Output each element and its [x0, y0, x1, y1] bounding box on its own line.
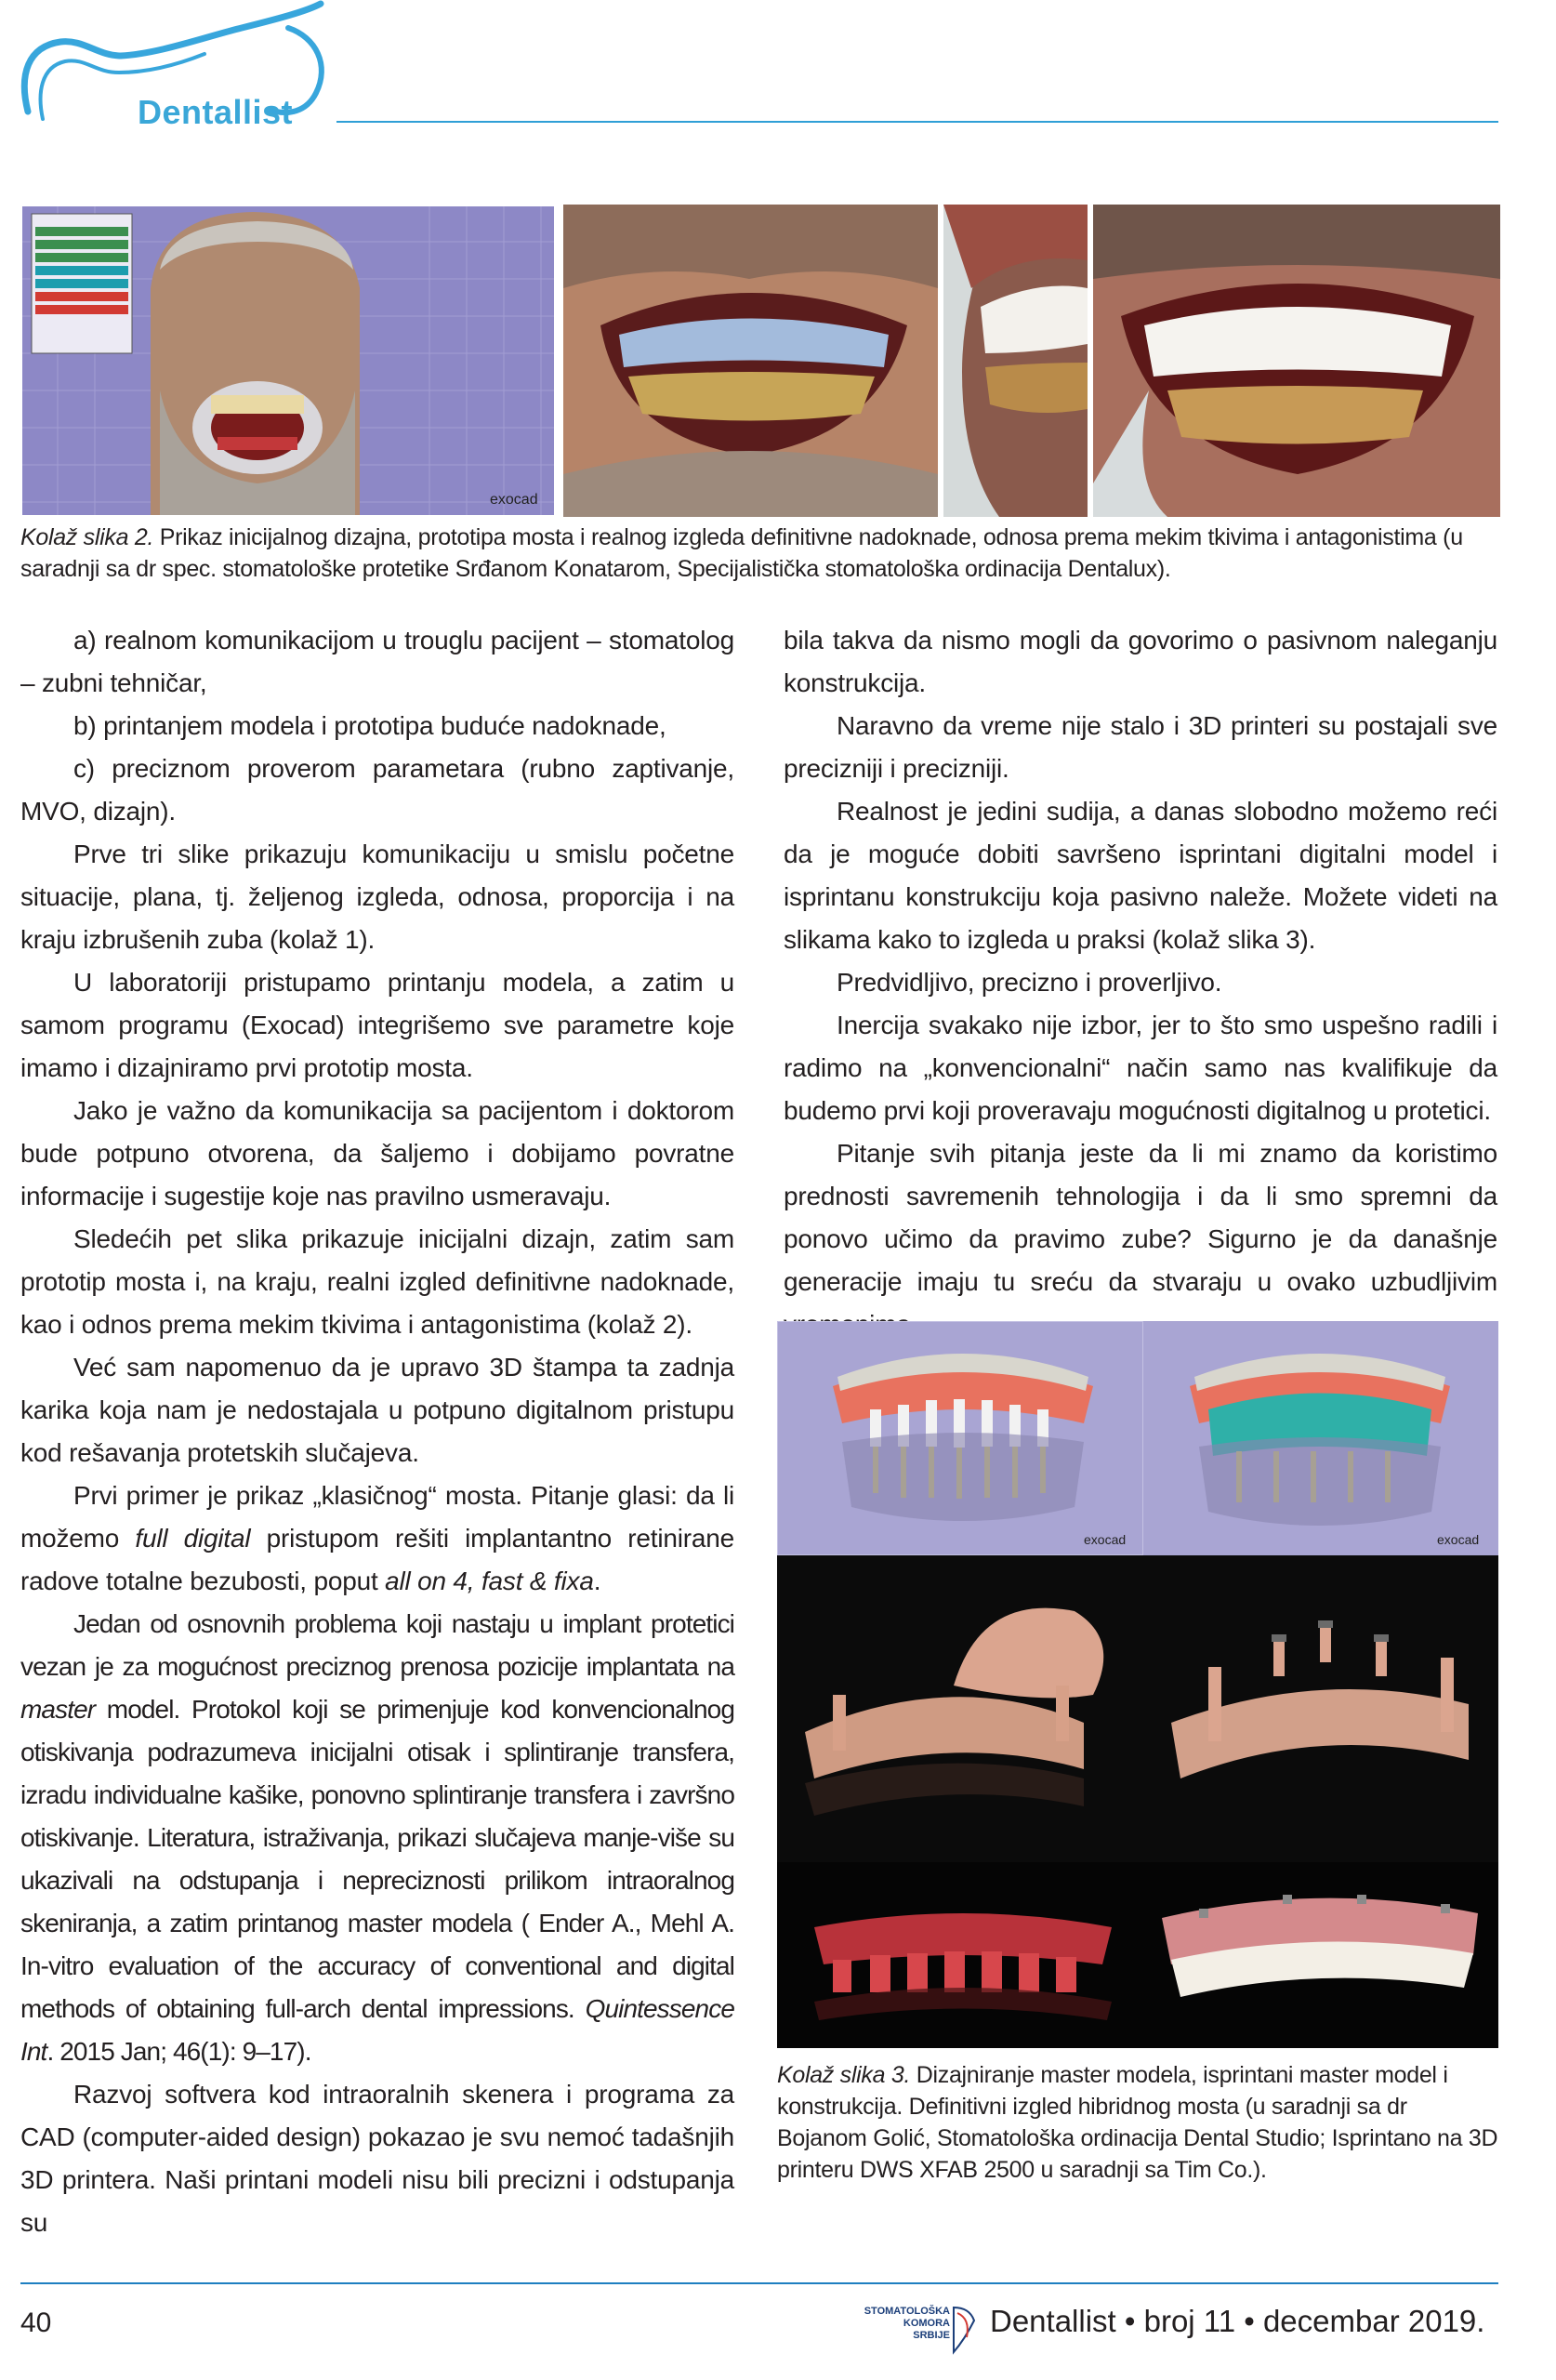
- exocad-watermark: exocad: [490, 492, 538, 508]
- header-divider: [336, 121, 1498, 123]
- page-number: 40: [20, 2307, 52, 2338]
- footer-issue-info: Dentallist • broj 11 • decembar 2019.: [990, 2304, 1485, 2338]
- paragraph: Razvoj softvera kod intraoralnih skenera i programa za CAD (computer-aided design) pokazao je svu nemoć tadašnjih 3D printera. Naši printani modeli nisu bili precizni i odstupanja su: [20, 2080, 734, 2237]
- collage2-caption-text: Prikaz inicijalnog dizajna, prototipa mosta i realnog izgleda definitivne nadoknade, odnosa prema mekim tkivima i antagonistima (u saradnji sa dr spec. stomatološke protetike Srđanom Konatarom, Specijalistička stomatološka ordinacija Dentalux).: [20, 524, 1463, 582]
- paragraph: Inercija svakako nije izbor, jer to što smo uspešno radili i radimo na „konvencionalni“ način samo nas kvalifikuje da budemo prvi koji proveravaju mogućnosti digitalnog u protetici.: [784, 1011, 1497, 1125]
- paragraph: Jedan od osnovnih problema koji nastaju u implant protetici vezan je za mogućnost preciznog prenosa pozicije implantata na master model. Protokol koji se primenjuje kod konvencionalnog otiskivanja podrazumeva inicijalni otisak i splintiranje transfera, izradu individualne kašike, ponovno splintiranje transfera i završno otiskivanje. Literatura, istraživanja, prikazi slučajeva manje-više su ukazivali na odstupanja i nepreciznosti prilikom intraoralnog skeniranja, a zatim printanog master modela ( Ender A., Mehl A. In-vitro evaluation of the accuracy of conventional and digital methods of obtaining full-arch dental impressions. Quintessence Int. 2015 Jan; 46(1): 9–17).: [20, 1609, 734, 2066]
- printed-construction-photo: [777, 1862, 1143, 2048]
- left-text-column: [20, 619, 734, 2244]
- paragraph: c) preciznom proverom parametara (rubno zaptivanje, MVO, dizajn).: [20, 754, 734, 826]
- paragraph: Sledećih pet slika prikazuje inicijalni dizajn, zatim sam prototip mosta i, na kraju, realni izgled definitivne nadoknade, kao i odnos prema mekim tkivima i antagonistima (kolaž 2).: [20, 1224, 734, 1339]
- definitive-restoration-photo: [1093, 205, 1500, 517]
- printed-master-model-photo: [777, 1555, 1143, 1862]
- paragraph: b) printanjem modela i prototipa buduće nadoknade,: [73, 711, 666, 740]
- paragraph: Već sam napomenuo da je upravo 3D štampa ta zadnja karika koja nam je nedostajala u potpuno digitalnom pristupu kod rešavanja protetskih slučajeva.: [20, 1353, 734, 1467]
- definitive-hybrid-bridge-photo: [1143, 1862, 1498, 2048]
- exocad-watermark: exocad: [1437, 1532, 1480, 1547]
- collage3-caption-text: Dizajniranje master modela, isprintani master model i konstrukcija. Definitivni izgled hibridnog mosta (u saradnji sa dr Bojanom Golić, Stomatološka ordinacija Dental Studio; Isprintano na 3D printeru DWS XFAB 2500 u saradnji sa Tim Co.).: [777, 2062, 1498, 2183]
- collage3-caption: [777, 2059, 1500, 2186]
- footer-divider: [20, 2282, 1498, 2284]
- exocad-design-face-photo: [20, 205, 556, 517]
- paragraph: Pitanje svih pitanja jeste da li mi znamo da koristimo prednosti savremenih tehnologija i da li smo spremni da ponovo učimo da pravimo zube? Sigurno je da današnje generacije imaju tu sreću da stvaraju u ovako uzbudljivim: [784, 1139, 1497, 1296]
- paragraph: Predvidljivo, precizno i proverljivo.: [837, 968, 1222, 997]
- printed-model-with-analogs-photo: [1143, 1555, 1498, 1862]
- paragraph: U laboratoriji pristupamo printanju modela, a zatim u samom programu (Exocad) integrišemo sve parametre koje imamo i dizajniramo prvi prototip mosta.: [20, 968, 734, 1082]
- collage3-caption-label: Kolaž slika 3.: [777, 2062, 911, 2088]
- paragraph: Realnost je jedini sudija, a danas slobodno možemo reći da je moguće dobiti savršeno isprintani digitalni model i isprintanu konstrukciju koja pasivno naleže. Možete videti na slikama kako to izgleda u praksi (kolaž slika 3).: [784, 797, 1497, 954]
- paragraph: Prve tri slike prikazuju komunikaciju u smislu početne situacije, plana, tj. željenog izgleda, odnosa, proporcija i na kraju izbrušenih zuba (kolaž 1).: [20, 840, 734, 954]
- paragraph: bila takva da nismo mogli da govorimo o pasivnom naleganju konstrukcija.: [784, 626, 1497, 697]
- dental-chamber-text: STOMATOLOŠKA KOMORA SRBIJE: [864, 2306, 950, 2341]
- collage3-bottom-edge: [777, 2048, 1498, 2051]
- paragraph: Naravno da vreme nije stalo i 3D printeri su postajali sve precizniji i precizniji.: [784, 711, 1497, 783]
- paragraph: Prvi primer je prikaz „klasičnog“ mosta. Pitanje glasi: da li možemo full digital pristupom rešiti implantantno retinirane radove totalne bezubosti, poput all on 4, fast & fixa.: [20, 1481, 734, 1595]
- prototype-bridge-smile-photo: [563, 205, 938, 517]
- exocad-watermark: exocad: [1084, 1532, 1127, 1547]
- exocad-master-model-design-1: [777, 1321, 1143, 1555]
- collage2-caption-label: Kolaž slika 2.: [20, 524, 154, 550]
- header-logo-text: Dentallist: [138, 93, 294, 131]
- collage2-caption: [20, 522, 1500, 585]
- paragraph: Jako je važno da komunikacija sa pacijentom i doktorom bude potpuno otvorena, da šaljemo i dobijamo povratne informacije i sugestije koje nas pravilno usmeravaju.: [20, 1096, 734, 1210]
- retractor-closeup-photo: [943, 205, 1088, 517]
- right-text-column: [784, 619, 1497, 1346]
- exocad-master-model-design-2: [1143, 1321, 1498, 1555]
- paragraph: a) realnom komunikacijom u trouglu pacijent – stomatolog – zubni tehničar,: [20, 626, 734, 697]
